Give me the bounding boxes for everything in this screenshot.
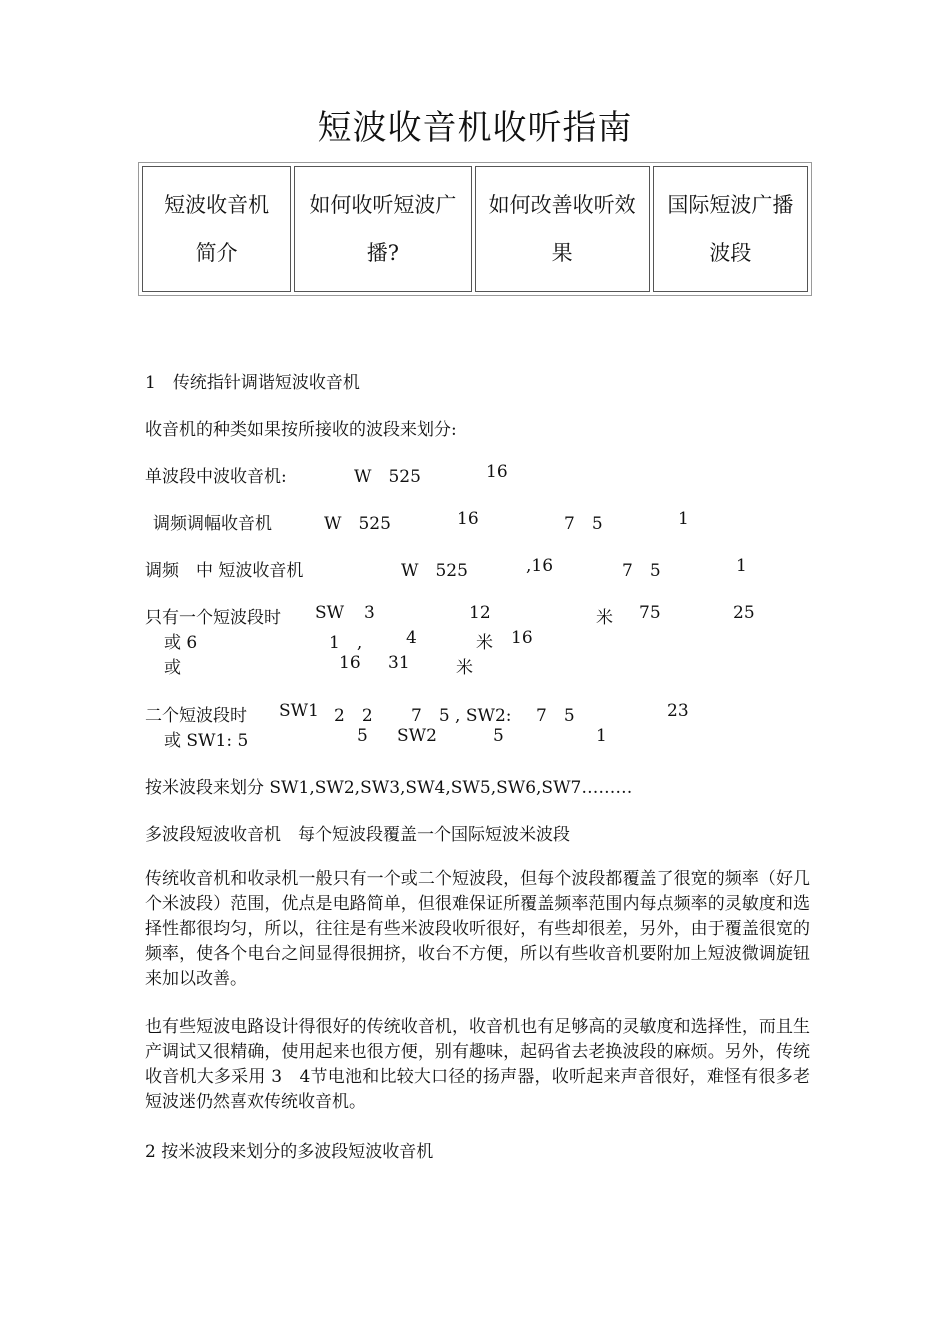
row-label: 只有一个短波段时 <box>145 608 281 628</box>
row-value: 米 <box>596 608 613 628</box>
section-heading-2: 2 按米波段来划分的多波段短波收音机 <box>145 1142 434 1162</box>
row-value: 16 <box>486 462 508 482</box>
intro-line: 收音机的种类如果按所接收的波段来划分: <box>145 420 457 440</box>
nav-label: 波段 <box>709 241 752 265</box>
row-value: 2 2 <box>334 706 373 726</box>
nav-link-improve-reception[interactable] <box>475 166 650 292</box>
row-value: 12 <box>469 603 491 623</box>
row-value: SW1 <box>279 701 319 721</box>
row-value: W 525 <box>401 561 468 581</box>
row-value: 16 <box>339 653 361 673</box>
nav-link-how-to-listen[interactable] <box>294 166 471 292</box>
row-value: 1 <box>596 726 607 746</box>
row-label: 单波段中波收音机: <box>145 467 287 487</box>
row-value: 16 <box>457 509 479 529</box>
nav-label: 果 <box>551 241 573 265</box>
section-heading-1: 1 传统指针调谐短波收音机 <box>145 373 360 393</box>
row-value: SW2 <box>397 726 437 746</box>
row-value: 5 <box>493 726 504 746</box>
nav-label: 国际短波广播 <box>667 193 794 217</box>
row-label: 调频 中 短波收音机 <box>145 561 304 581</box>
row-value: 16 <box>511 628 533 648</box>
row-value: 或 SW1: 5 <box>164 731 249 751</box>
bands-line: 按米波段来划分 SW1,SW2,SW3,SW4,SW5,SW6,SW7……… <box>145 778 633 798</box>
row-value: 23 <box>667 701 689 721</box>
nav-label: 如何改善收听效 <box>488 193 636 217</box>
nav-label: 短波收音机 <box>164 193 270 217</box>
row-value: W 525 <box>324 514 391 534</box>
page-title: 短波收音机收听指南 <box>317 108 633 148</box>
row-value: 4 <box>406 628 417 648</box>
row-value: 1 <box>736 556 747 576</box>
row-value: 7 5 <box>564 514 603 534</box>
paragraph-traditional-radio: 传统收音机和收录机一般只有一个或二个短波段，但每个波段都覆盖了很宽的频率（好几个米波段）范围，优点是电路简单，但很难保证所覆盖频率范围内每点频率的灵敏度和选择性都很均匀，所以，往往是有些米波段收听很好，有些却很差，另外，由于覆盖很宽的频率，使各个电台之间显得很拥挤，收台不方便，所以有些收音机要附加上短波微调旋钮来加以改善。 <box>145 869 810 989</box>
paragraph-well-designed-radio: 也有些短波电路设计得很好的传统收音机，收音机也有足够高的灵敏度和选择性，而且生产调试又很精确，使用起来也很方便，别有趣味，起码省去老换波段的麻烦。另外，传统收音机大多采用 3 4节电池和比较大口径的扬声器，收听起来声音很好，难怪有很多老短波迷仍然喜欢传统收音机。 <box>145 1017 810 1112</box>
row-value: 1 , <box>329 633 363 653</box>
row-value: 米 <box>456 658 473 678</box>
nav-label: 简介 <box>195 241 238 265</box>
nav-label: 播? <box>366 241 400 265</box>
nav-label: 如何收听短波广 <box>309 193 457 217</box>
row-label: 二个短波段时 <box>145 706 247 726</box>
row-value: 31 <box>388 653 410 673</box>
row-value: 3 <box>364 603 375 623</box>
nav-table <box>138 162 812 296</box>
row-label: 调频调幅收音机 <box>153 514 272 534</box>
row-value: 7 5 , SW2: <box>411 706 512 726</box>
row-value: SW <box>315 603 345 623</box>
row-value: 或 6 <box>164 633 198 653</box>
row-value: W 525 <box>354 467 421 487</box>
row-value: 25 <box>733 603 755 623</box>
nav-link-broadcast-bands[interactable] <box>653 166 808 292</box>
row-value: 7 5 <box>536 706 575 726</box>
row-value: 75 <box>639 603 661 623</box>
row-value: 5 <box>357 726 368 746</box>
row-value: 或 <box>164 658 181 678</box>
multi-band-line: 多波段短波收音机 每个短波段覆盖一个国际短波米波段 <box>145 825 570 845</box>
row-value: 7 5 <box>622 561 661 581</box>
row-value: 米 <box>476 633 493 653</box>
nav-link-intro[interactable] <box>142 166 291 292</box>
row-value: ,16 <box>526 556 554 576</box>
row-value: 1 <box>678 509 689 529</box>
